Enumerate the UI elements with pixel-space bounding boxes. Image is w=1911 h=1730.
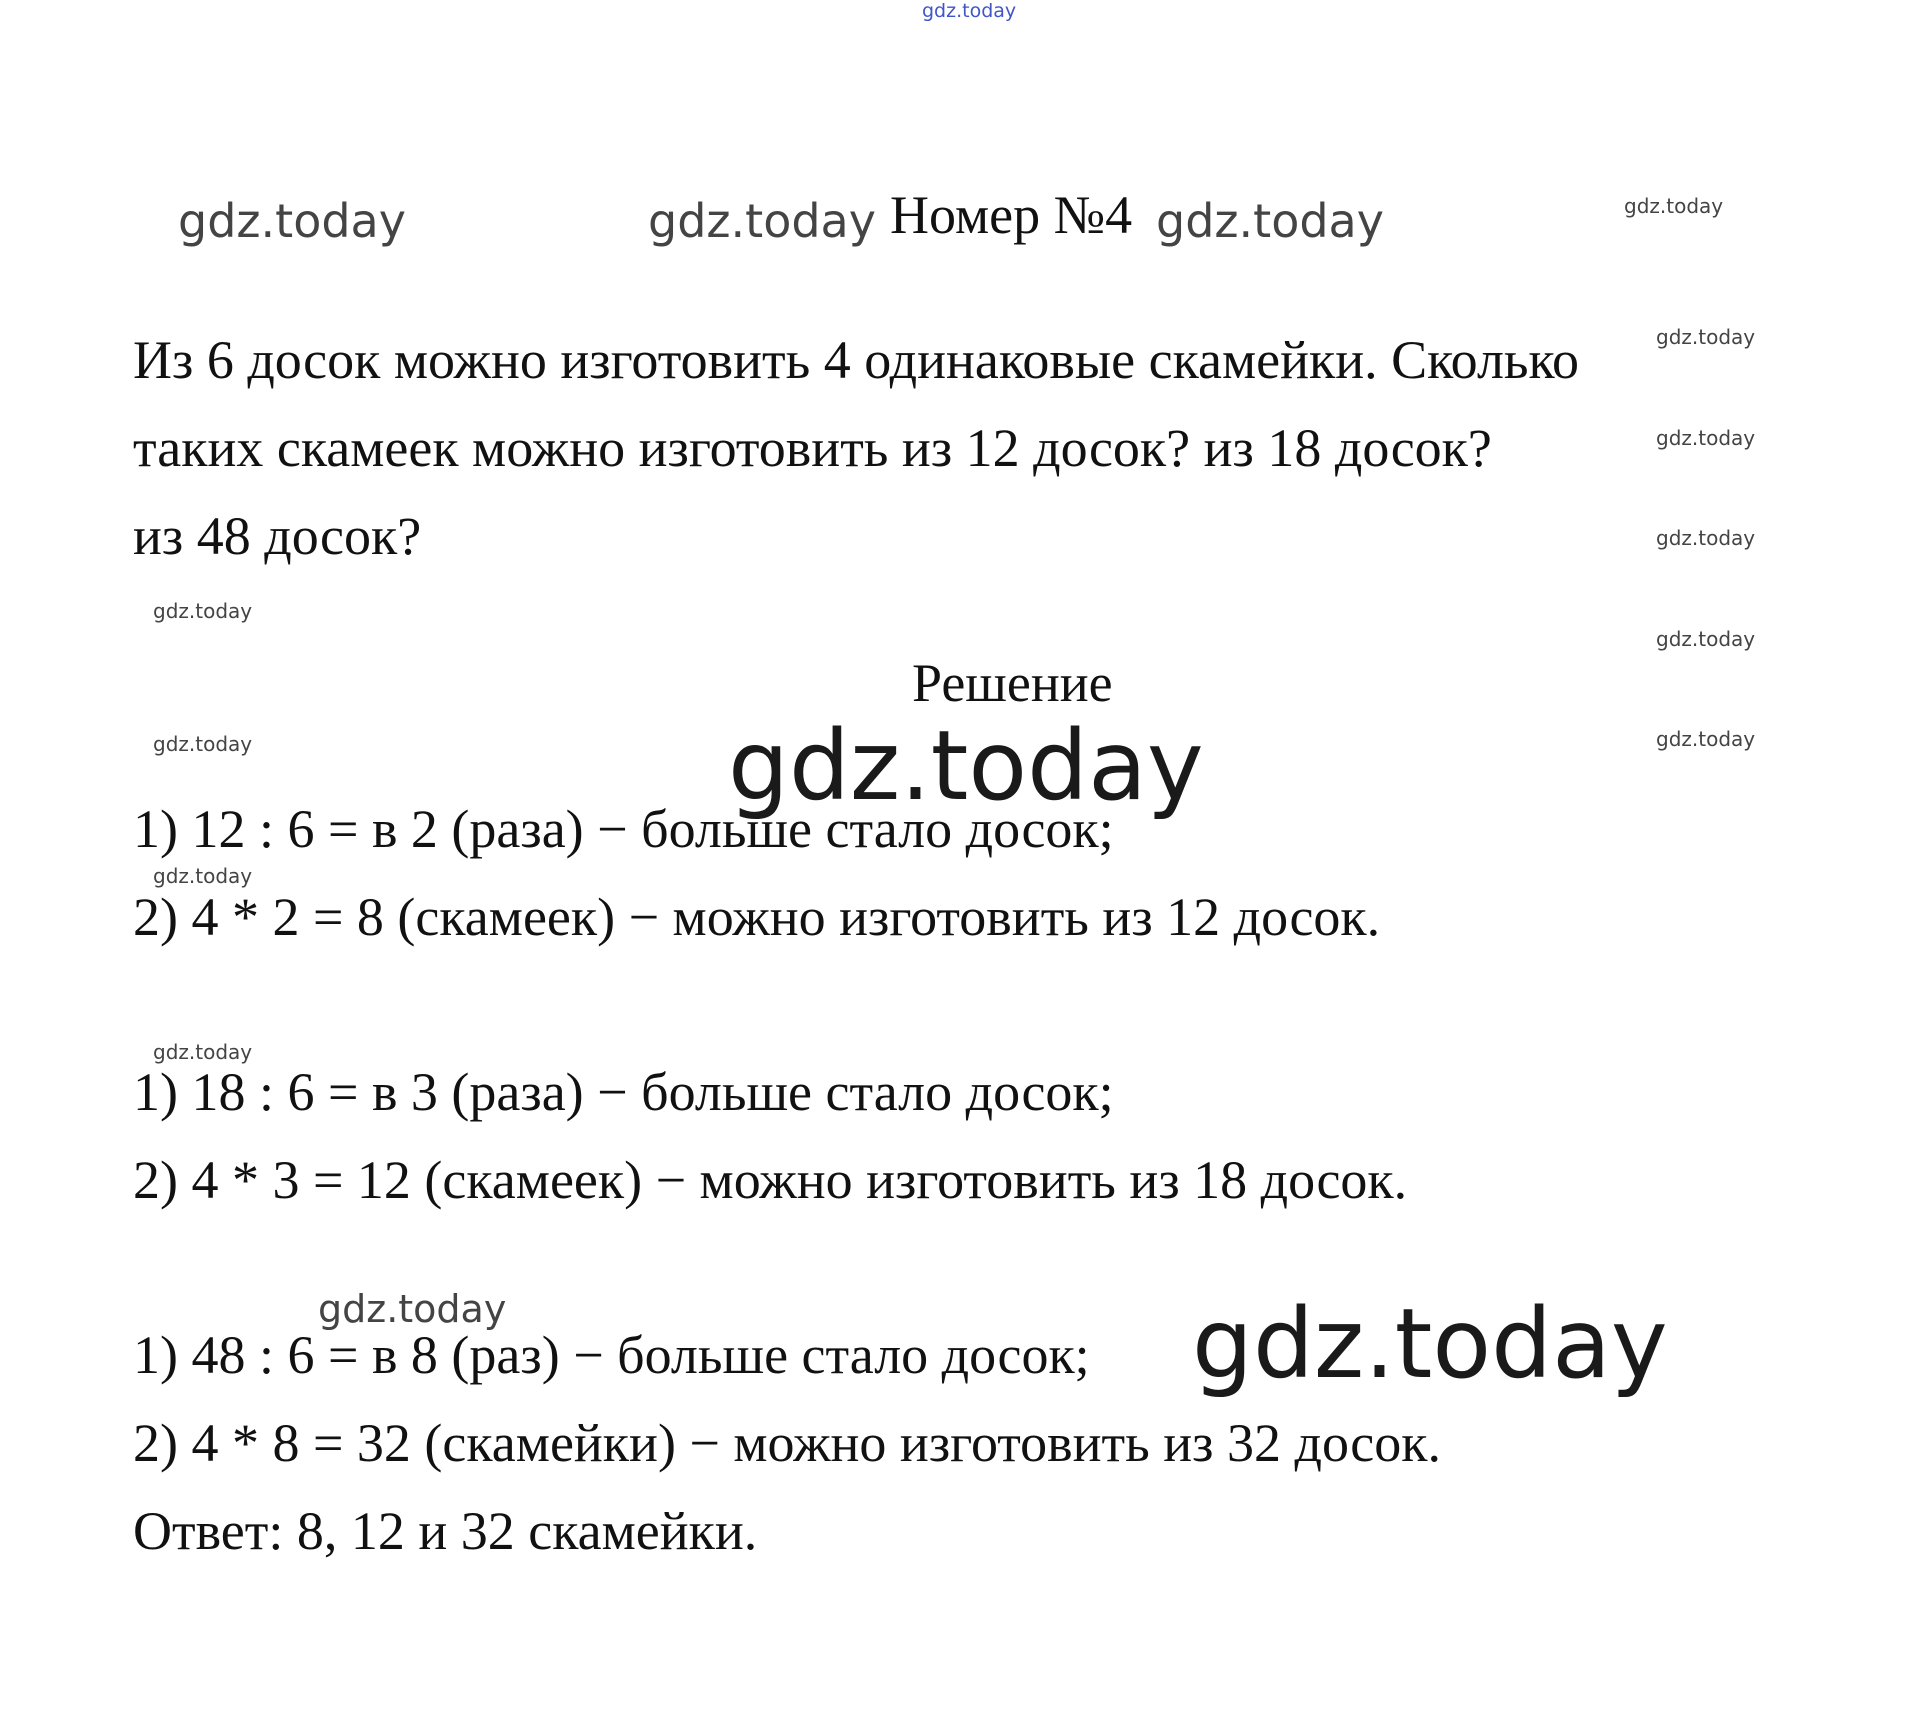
answer-line: Ответ: 8, 12 и 32 скамейки. <box>133 1501 758 1561</box>
problem-line-2: таких скамеек можно изготовить из 12 досок? из 18 досок? <box>133 418 1492 478</box>
watermark-step3: gdz.today <box>318 1287 507 1331</box>
watermark-margin-left-2: gdz.today <box>153 732 253 756</box>
problem-line-3: из 48 досок? <box>133 506 422 566</box>
watermark-large-right: gdz.today <box>1192 1288 1668 1400</box>
watermark-margin-right-3: gdz.today <box>1656 526 1756 550</box>
watermark-margin-right-4: gdz.today <box>1656 627 1756 651</box>
step-2-line-1: 1) 18 : 6 = в 3 (раза) − больше стало досок; <box>133 1062 1114 1122</box>
watermark-margin-right-5: gdz.today <box>1656 727 1756 751</box>
step-1-line-2: 2) 4 * 2 = 8 (скамеек) − можно изготовить из 12 досок. <box>133 887 1381 947</box>
watermark-header-right: gdz.today <box>1624 194 1724 218</box>
problem-line-1: Из 6 досок можно изготовить 4 одинаковые скамейки. Сколько <box>133 330 1580 390</box>
watermark-margin-left-3: gdz.today <box>153 864 253 888</box>
watermark-header-center-right: gdz.today <box>1156 194 1384 248</box>
page-title: Номер №4 <box>890 185 1133 245</box>
step-3-line-1: 1) 48 : 6 = в 8 (раз) − больше стало досок; <box>133 1325 1090 1385</box>
watermark-large-center: gdz.today <box>728 710 1204 822</box>
step-1-line-1: 1) 12 : 6 = в 2 (раза) − больше стало досок; <box>133 799 1114 859</box>
watermark-margin-left-4: gdz.today <box>153 1040 253 1064</box>
problem-statement <box>133 316 1773 580</box>
step-2-line-2: 2) 4 * 3 = 12 (скамеек) − можно изготовить из 18 досок. <box>133 1150 1408 1210</box>
watermark-top: gdz.today <box>922 0 1017 22</box>
watermark-margin-right-1: gdz.today <box>1656 325 1756 349</box>
solution-heading: Решение <box>912 653 1113 713</box>
step-3-line-2: 2) 4 * 8 = 32 (скамейки) − можно изготовить из 32 досок. <box>133 1413 1441 1473</box>
watermark-header-left: gdz.today <box>178 194 406 248</box>
watermark-margin-left-1: gdz.today <box>153 599 253 623</box>
watermark-header-center-left: gdz.today <box>648 194 876 248</box>
watermark-margin-right-2: gdz.today <box>1656 426 1756 450</box>
